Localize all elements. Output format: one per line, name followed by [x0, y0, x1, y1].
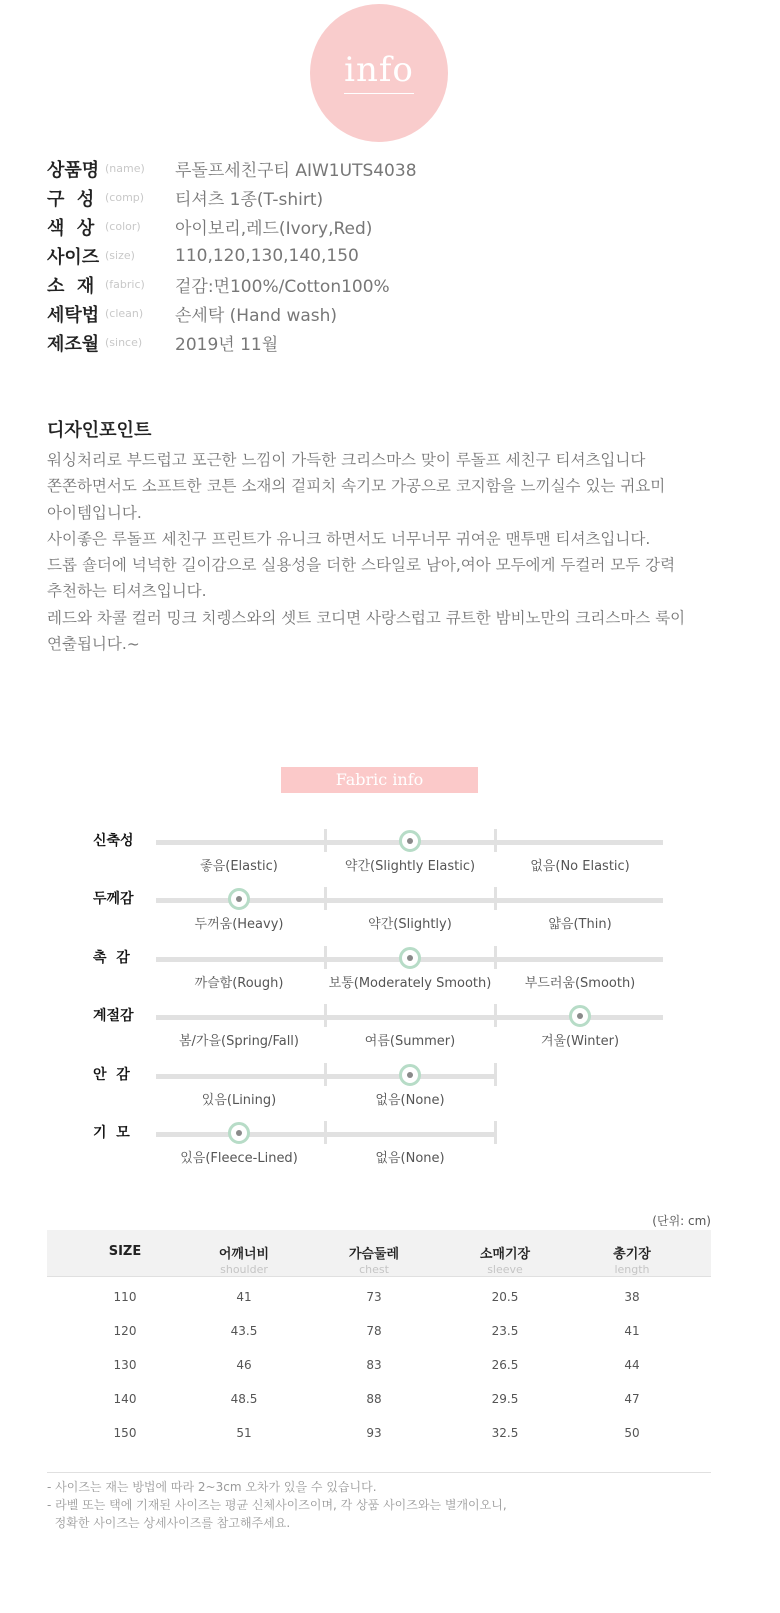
spec-value: 루돌프세친구티 AIW1UTS4038: [175, 161, 417, 181]
table-cell: 140: [113, 1392, 137, 1406]
scale-tick: [494, 1004, 497, 1027]
spec-label: 사이즈: [47, 246, 100, 268]
note-line: - 라벨 또는 택에 기재된 사이즈는 평균 신체사이즈이며, 각 상품 사이즈와는 별개이오니,: [47, 1498, 507, 1512]
fabric-option: 있음(Lining): [201, 1092, 277, 1108]
table-divider: [47, 1472, 711, 1473]
spec-label: 세탁법: [47, 304, 100, 326]
fabric-option: 까슬함(Rough): [194, 975, 284, 991]
fabric-option: 두꺼움(Heavy): [194, 917, 284, 933]
fabric-option: 없음(No Elastic): [530, 859, 630, 874]
scale-tick: [324, 1004, 327, 1027]
fabric-label: 안 감: [93, 1066, 130, 1083]
design-point-line: 사이좋은 루돌프 세친구 프린트가 유니크 하면서도 너무너무 귀여운 맨투맨 티셔츠입니다.: [47, 529, 651, 548]
fabric-option: 없음(None): [375, 1151, 445, 1166]
spec-value: 2019년 11월: [175, 335, 279, 355]
header-label: 소매기장: [479, 1247, 531, 1262]
scale-tick: [494, 1063, 497, 1086]
info-badge: [310, 4, 448, 142]
table-header-cell: [299, 1230, 449, 1276]
scale-tick: [324, 829, 327, 852]
scale-tick: [494, 887, 497, 910]
header-sublabel: chest: [359, 1263, 389, 1276]
table-cell: 46: [236, 1358, 252, 1372]
size-notes: [47, 1478, 507, 1532]
table-cell: 50: [624, 1426, 640, 1440]
table-header-cell: [557, 1230, 707, 1276]
fabric-option: 좋음(Elastic): [200, 859, 278, 874]
spec-label: 상품명: [47, 159, 100, 181]
spec-value: 110,120,130,140,150: [175, 245, 359, 266]
fabric-info-title: Fabric info: [281, 767, 478, 793]
fabric-option: 얇음(Thin): [548, 917, 612, 933]
spec-label: 구 성: [47, 188, 95, 210]
header-label: 총기장: [613, 1247, 651, 1262]
design-point-line: 연출됩니다.~: [47, 635, 140, 654]
spec-row-since: [47, 328, 747, 357]
fabric-option: 있음(Fleece-Lined): [180, 1151, 298, 1166]
spec-sublabel: (color): [105, 220, 141, 233]
header-sublabel: length: [614, 1263, 650, 1276]
header-sublabel: shoulder: [220, 1263, 268, 1276]
table-cell: 23.5: [491, 1324, 519, 1338]
spec-value: 손세탁 (Hand wash): [175, 306, 338, 326]
fabric-label: 계절감: [93, 1008, 134, 1025]
unit-label: (단위: cm): [652, 1214, 711, 1228]
fabric-row: [0, 1125, 780, 1190]
header-label: 어깨너비: [218, 1247, 270, 1262]
scale-tick: [494, 946, 497, 969]
note-line: 정확한 사이즈는 상세사이즈를 참고해주세요.: [47, 1516, 291, 1530]
table-cell: 51: [236, 1426, 252, 1440]
selected-marker-icon: [228, 888, 250, 910]
spec-row-size: [47, 241, 747, 270]
table-cell: 41: [624, 1324, 640, 1338]
table-cell: 130: [113, 1358, 137, 1372]
size-table: [47, 1230, 711, 1450]
spec-value: 겉감:면100%/Cotton100%: [175, 277, 390, 297]
spec-sublabel: (size): [105, 249, 135, 262]
size-table-header: [47, 1230, 711, 1277]
scale-tick: [494, 1121, 497, 1144]
table-row: [47, 1416, 711, 1450]
table-row: [47, 1348, 711, 1382]
spec-row-clean: [47, 299, 747, 328]
scale-tick: [324, 1121, 327, 1144]
scale-tick: [494, 829, 497, 852]
spec-value: 티셔츠 1종(T-shirt): [175, 190, 324, 210]
table-cell: 29.5: [491, 1392, 519, 1406]
header-label: SIZE: [108, 1244, 142, 1259]
table-row: [47, 1314, 711, 1348]
table-cell: 83: [366, 1358, 382, 1372]
size-table-body: [47, 1277, 711, 1450]
table-cell: 26.5: [491, 1358, 519, 1372]
selected-marker-icon: [399, 947, 421, 969]
fabric-label: 신축성: [93, 833, 134, 849]
scale-tick: [324, 887, 327, 910]
info-title: info: [344, 50, 414, 90]
design-point-line: 추천하는 티셔츠입니다.: [47, 582, 207, 601]
spec-value: 아이보리,레드(Ivory,Red): [175, 219, 373, 239]
table-header-cell: [169, 1230, 319, 1276]
selected-marker-icon: [399, 1064, 421, 1086]
table-row: [47, 1382, 711, 1416]
fabric-option: 여름(Summer): [364, 1034, 456, 1050]
spec-row-comp: [47, 183, 747, 212]
fabric-option: 약간(Slightly): [368, 917, 452, 933]
fabric-option: 보통(Moderately Smooth): [328, 975, 492, 991]
design-point-line: 드롭 숄더에 넉넉한 길이감으로 실용성을 더한 스타일로 남아,여아 모두에게 두컬러 모두 강력: [47, 556, 676, 575]
spec-sublabel: (comp): [105, 191, 145, 204]
table-cell: 43.5: [230, 1324, 258, 1338]
table-cell: 73: [366, 1290, 382, 1304]
selected-marker-icon: [228, 1122, 250, 1144]
fabric-option: 약간(Slightly Elastic): [344, 859, 476, 874]
spec-sublabel: (since): [105, 336, 143, 349]
fabric-option: 겨울(Winter): [540, 1034, 620, 1050]
table-cell: 110: [113, 1290, 137, 1304]
table-cell: 44: [624, 1358, 640, 1372]
fabric-option: 부드러움(Smooth): [524, 975, 636, 991]
design-point-line: 쫀쫀하면서도 소프트한 코튼 소재의 겉피치 속기모 가공으로 코지함을 느끼실수 있는 귀요미: [47, 477, 666, 496]
header-label: 가슴둘레: [348, 1247, 400, 1262]
fabric-option: 봄/가을(Spring/Fall): [178, 1034, 299, 1050]
table-cell: 47: [624, 1392, 640, 1406]
table-cell: 38: [624, 1290, 640, 1304]
scale-tick: [324, 1063, 327, 1086]
info-underline: [344, 93, 414, 94]
spec-sublabel: (fabric): [105, 278, 145, 291]
spec-sublabel: (clean): [105, 307, 144, 320]
spec-sublabel: (name): [105, 162, 145, 175]
spec-label: 제조월: [47, 333, 100, 355]
table-cell: 48.5: [230, 1392, 258, 1406]
table-cell: 93: [366, 1426, 382, 1440]
table-cell: 150: [113, 1426, 137, 1440]
design-point-title: 디자인포인트: [47, 420, 152, 441]
table-row: [47, 1280, 711, 1314]
table-cell: 88: [366, 1392, 382, 1406]
fabric-label: 기 모: [93, 1125, 130, 1141]
header-sublabel: sleeve: [487, 1263, 523, 1276]
table-cell: 78: [366, 1324, 382, 1338]
spec-label: 소 재: [47, 275, 95, 297]
design-point-body: [47, 447, 737, 657]
table-cell: 32.5: [491, 1426, 519, 1440]
fabric-label: 두께감: [93, 891, 134, 908]
selected-marker-icon: [569, 1005, 591, 1027]
fabric-option: 없음(None): [375, 1092, 445, 1108]
spec-label: 색 상: [47, 217, 95, 239]
design-point-line: 아이템입니다.: [47, 503, 142, 522]
design-point-line: 레드와 차콜 컬러 밍크 치렝스와의 셋트 코디면 사랑스럽고 큐트한 밤비노만의 크리스마스 룩이: [47, 608, 686, 627]
fabric-label: 촉 감: [93, 949, 130, 966]
spec-row-name: [47, 154, 747, 183]
spec-row-fabric: [47, 270, 747, 299]
product-spec-list: [47, 154, 747, 357]
scale-tick: [324, 946, 327, 969]
spec-row-color: [47, 212, 747, 241]
table-cell: 120: [113, 1324, 137, 1338]
table-cell: 41: [236, 1290, 252, 1304]
selected-marker-icon: [399, 830, 421, 852]
note-line: - 사이즈는 재는 방법에 따라 2~3cm 오차가 있을 수 있습니다.: [47, 1480, 377, 1494]
table-cell: 20.5: [491, 1290, 519, 1304]
design-point-line: 워싱처리로 부드럽고 포근한 느낌이 가득한 크리스마스 맞이 루돌프 세친구 티셔츠입니다: [47, 451, 646, 469]
